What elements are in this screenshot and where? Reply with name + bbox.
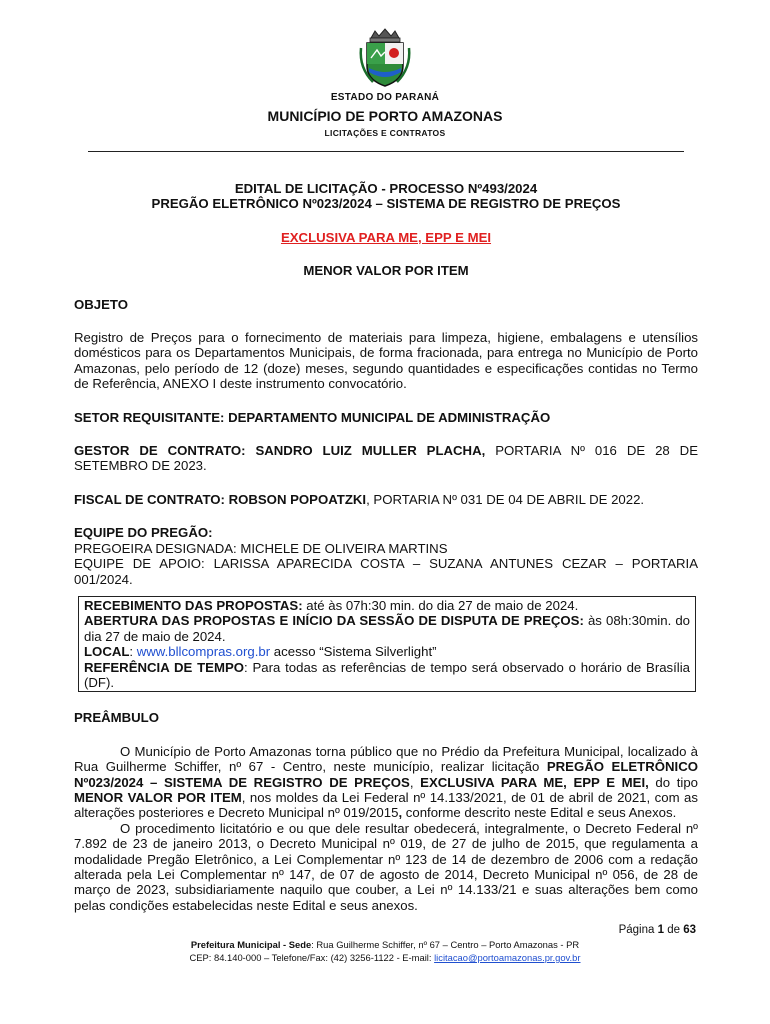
footer-contact xyxy=(0,952,770,963)
local-sep: : xyxy=(129,644,137,660)
equipe-heading: EQUIPE DO PREGÃO: xyxy=(74,525,213,541)
footer-address xyxy=(0,939,770,950)
equipe-pregoeira: PREGOEIRA DESIGNADA: MICHELE DE OLIVEIRA MARTINS xyxy=(74,540,448,556)
document-body xyxy=(74,181,698,913)
criterion-label: MENOR VALOR POR ITEM xyxy=(303,263,469,279)
preambulo-paragraph-2: O procedimento licitatório e ou que dele resultar obedecerá, integralmente, o Decreto Federal nº 7.892 de 23 de janeiro 2013, o Decreto Municipal nº 019, de 27 de julho de 2015, que regulamenta a modalidade Pregão Eletrônico, a Lei Complementar nº 123 de 14 de dezembro de 2006 com a redação alterada pela Lei Complementar nº 147, de 07 de agosto de 2014, Decreto Municipal nº 056, de 28 de março de 2023, subsidiariamente naquilo que couber, a Lei nº 14.133/21 e suas alterações bem como pelas condições estabelecidas neste Edital e seus anexos. xyxy=(74,820,698,913)
local-text: acesso “Sistema Silverlight” xyxy=(270,644,437,660)
fiscal-text: , PORTARIA Nº 031 DE 04 DE ABRIL DE 2022. xyxy=(366,491,645,507)
preambulo-heading: PREÂMBULO xyxy=(74,710,159,726)
bll-compras-link[interactable]: www.bllcompras.org.br xyxy=(136,644,271,660)
p1-i: conforme descrito neste Edital e seus Anexos. xyxy=(402,805,677,821)
p1-e: do tipo xyxy=(648,774,698,790)
p1-c: , xyxy=(409,774,421,790)
referencia-line xyxy=(84,660,690,691)
local-line xyxy=(84,644,690,659)
title-line-2: PREGÃO ELETRÔNICO Nº023/2024 – SISTEMA DE REGISTRO DE PREÇOS xyxy=(151,196,621,212)
abertura-text: às 08h:30min. do dia 27 de maio de 2024. xyxy=(84,613,691,644)
footer-sede-label: Prefeitura Municipal - Sede xyxy=(190,939,312,950)
schedule-box xyxy=(78,596,696,692)
department-name: LICITAÇÕES E CONTRATOS xyxy=(324,128,446,138)
gestor-text: PORTARIA Nº 016 DE 28 DE SETEMBRO DE 2023. xyxy=(74,443,698,474)
setor-requisitante: SETOR REQUISITANTE: DEPARTAMENTO MUNICIPAL DE ADMINISTRAÇÃO xyxy=(74,409,551,425)
page-prefix: Página xyxy=(618,924,658,936)
recebimento-line xyxy=(84,598,690,613)
objeto-heading: OBJETO xyxy=(74,296,128,312)
abertura-label: ABERTURA DAS PROPOSTAS E INÍCIO DA SESSÃO DE DISPUTA DE PREÇOS: xyxy=(84,613,584,629)
referencia-label: REFERÊNCIA DE TEMPO xyxy=(84,659,245,675)
gestor-label: GESTOR DE CONTRATO: SANDRO LUIZ MULLER PLACHA, xyxy=(74,443,486,459)
footer-email-link[interactable]: licitacao@portoamazonas.pr.gov.br xyxy=(434,952,581,963)
recebimento-text: até às 07h:30 min. do dia 27 de maio de 2024. xyxy=(302,597,579,613)
fiscal-label: FISCAL DE CONTRATO: ROBSON POPOATZKI xyxy=(74,491,367,507)
title-line-1: EDITAL DE LICITAÇÃO - PROCESSO Nº493/2024 xyxy=(234,181,538,196)
objeto-text: Registro de Preços para o fornecimento de materiais para limpeza, higiene, embalagens e utensílios domésticos para os Departamentos Municipais, de forma fracionada, para entrega no Município de Porto Amazonas, pelo período de 12 (doze) meses, segundo quantidades e especificações contidas no Termo de Referência, ANEXO I deste instrumento convocatório. xyxy=(74,330,698,392)
footer-address-text: : Rua Guilherme Schiffer, nº 67 – Centro – Porto Amazonas - PR xyxy=(311,939,580,950)
state-name: ESTADO DO PARANÁ xyxy=(330,92,440,103)
equipe-apoio: EQUIPE DE APOIO: LARISSA APARECIDA COSTA – SUZANA ANTUNES CEZAR – PORTARIA 001/2024. xyxy=(74,556,698,587)
page-current: 1 xyxy=(657,924,665,936)
recebimento-label: RECEBIMENTO DAS PROPOSTAS: xyxy=(84,597,303,613)
page-total: 63 xyxy=(683,924,696,936)
page-number xyxy=(619,924,696,936)
gestor-contrato xyxy=(74,443,698,474)
fiscal-contrato xyxy=(74,492,698,507)
page-mid: de xyxy=(664,924,684,936)
referencia-text: : Para todas as referências de tempo será observado o horário de Brasília (DF). xyxy=(84,659,691,690)
p1-h: , xyxy=(398,805,403,821)
abertura-line xyxy=(84,613,690,644)
exclusive-label xyxy=(74,230,698,245)
header-divider xyxy=(88,151,684,152)
p1-g: , nos moldes da Lei Federal nº 14.133/2021, de 01 de abril de 2021, com as alterações posteriores e Decreto Municipal nº 019/2015 xyxy=(74,789,698,821)
footer-contact-text: CEP: 84.140-000 – Telefone/Fax: (42) 3256-1122 - E-mail: xyxy=(189,952,435,963)
municipality-name: MUNICÍPIO DE PORTO AMAZONAS xyxy=(267,108,503,124)
p1-a: O Município de Porto Amazonas torna público que no Prédio da Prefeitura Municipal, localizado à Rua Guilherme Schiffer, nº 67 - Centro, neste município, realizar licitação xyxy=(74,743,698,775)
exclusive-text: EXCLUSIVA PARA ME, EPP E MEI xyxy=(280,229,492,245)
coat-of-arms-icon xyxy=(357,28,413,88)
p1-f: MENOR VALOR POR ITEM xyxy=(74,789,242,805)
local-label: LOCAL xyxy=(84,644,130,660)
p1-d: EXCLUSIVA PARA ME, EPP E MEI, xyxy=(420,774,649,790)
p1-b: PREGÃO ELETRÔNICO Nº023/2024 – SISTEMA DE REGISTRO DE PREÇOS xyxy=(74,759,698,790)
preambulo-paragraph-1 xyxy=(74,744,698,821)
